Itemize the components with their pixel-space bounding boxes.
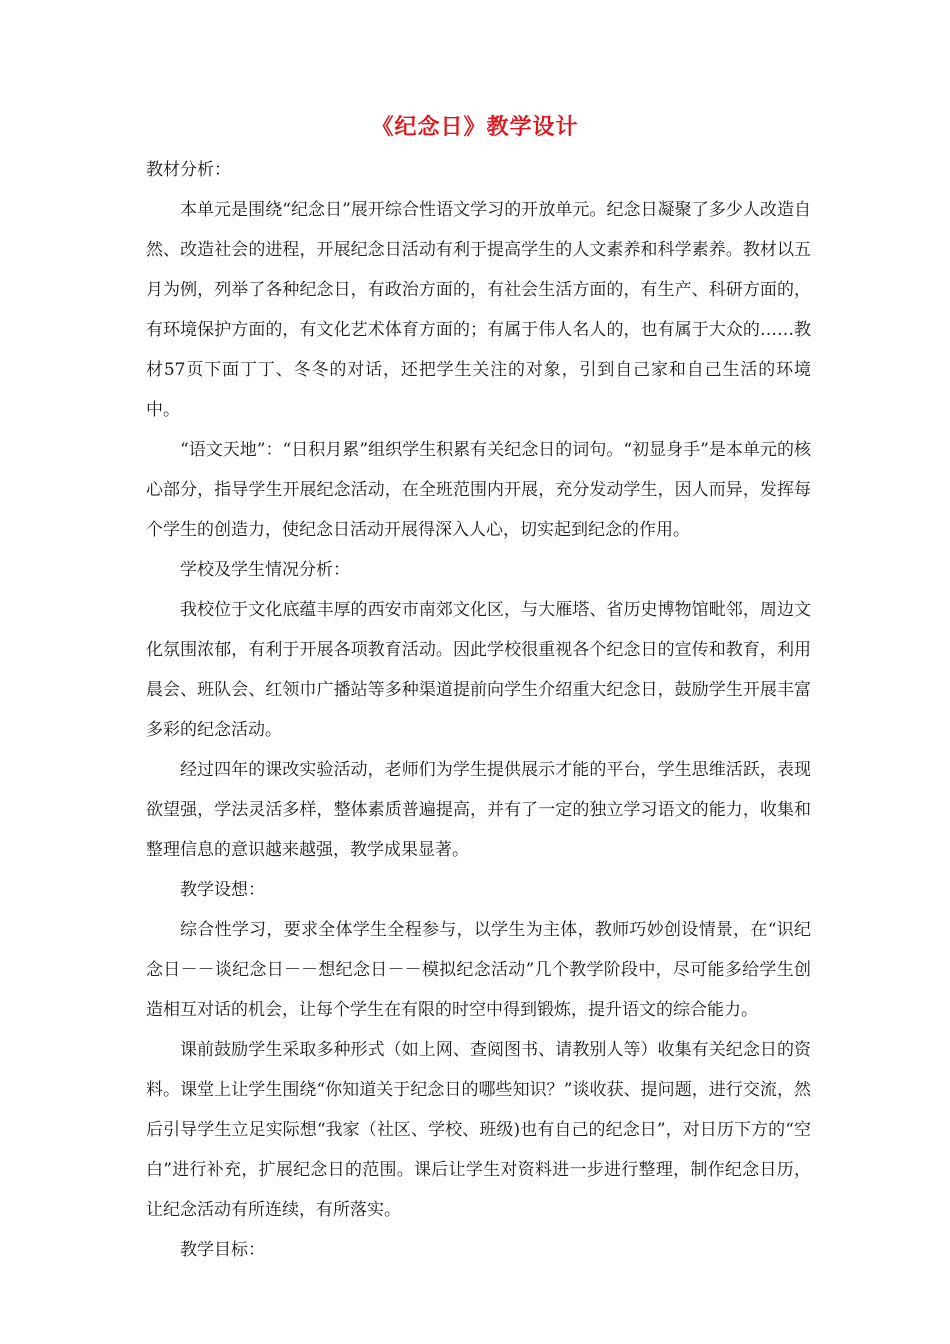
- paragraph-unit-overview: 本单元是围绕“纪念日”展开综合性语文学习的开放单元。纪念日凝聚了多少人改造自然、改造社会的进程，开展纪念日活动有利于提高学生的人文素养和科学素养。教材以五月为例，列举了各种纪念日，有政治方面的，有社会生活方面的，有生产、科研方面的，有环境保护方面的，有文化艺术体育方面的；有属于伟人名人的，也有属于大众的……教材57页下面丁丁、冬冬的对话，还把学生关注的对象，引到自己家和自己生活的环境中。: [146, 200, 811, 420]
- document-body: [146, 150, 811, 1270]
- paragraph-school-location: 我校位于文化底蕴丰厚的西安市南郊文化区，与大雁塔、省历史博物馆毗邻，周边文化氛围浓郁，有利于开展各项教育活动。因此学校很重视各个纪念日的宣传和教育，利用晨会、班队会、红领巾广播站等多种渠道提前向学生介绍重大纪念日，鼓励学生开展丰富多彩的纪念活动。: [146, 600, 811, 740]
- section-heading-school-analysis: 学校及学生情况分析：: [180, 560, 350, 580]
- section-heading-teaching-goals: 教学目标：: [180, 1240, 265, 1260]
- paragraph-comprehensive-learning: 综合性学习，要求全体学生全程参与，以学生为主体，教师巧妙创设情景，在“识纪念日－－谈纪念日－－想纪念日－－模拟纪念活动”几个教学阶段中，尽可能多给学生创造相互对话的机会，让每个学生在有限的时空中得到锻炼，提升语文的综合能力。: [146, 920, 811, 1020]
- section-heading-teaching-concept: 教学设想：: [180, 880, 265, 900]
- document-title: 《纪念日》教学设计: [371, 114, 579, 140]
- paragraph-student-ability: 经过四年的课改实验活动，老师们为学生提供展示才能的平台，学生思维活跃，表现欲望强，学法灵活多样，整体素质普遍提高，并有了一定的独立学习语文的能力，收集和整理信息的意识越来越强，教学成果显著。: [146, 760, 811, 860]
- section-heading-textbook-analysis: 教材分析：: [146, 160, 231, 180]
- paragraph-language-world: “语文天地”：“日积月累”组织学生积累有关纪念日的词句。“初显身手”是本单元的核心部分，指导学生开展纪念活动，在全班范围内开展，充分发动学生，因人而异，发挥每个学生的创造力，使纪念日活动开展得深入人心，切实起到纪念的作用。: [146, 440, 811, 540]
- paragraph-pre-class-activity: 课前鼓励学生采取多种形式（如上网、查阅图书、请教别人等）收集有关纪念日的资料。课堂上让学生围绕“你知道关于纪念日的哪些知识？”谈收获、提问题，进行交流，然后引导学生立足实际想“我家（社区、学校、班级)也有自己的纪念日”，对日历下方的“空白”进行补充，扩展纪念日的范围。课后让学生对资料进一步进行整理，制作纪念日历，让纪念活动有所连续，有所落实。: [146, 1040, 811, 1220]
